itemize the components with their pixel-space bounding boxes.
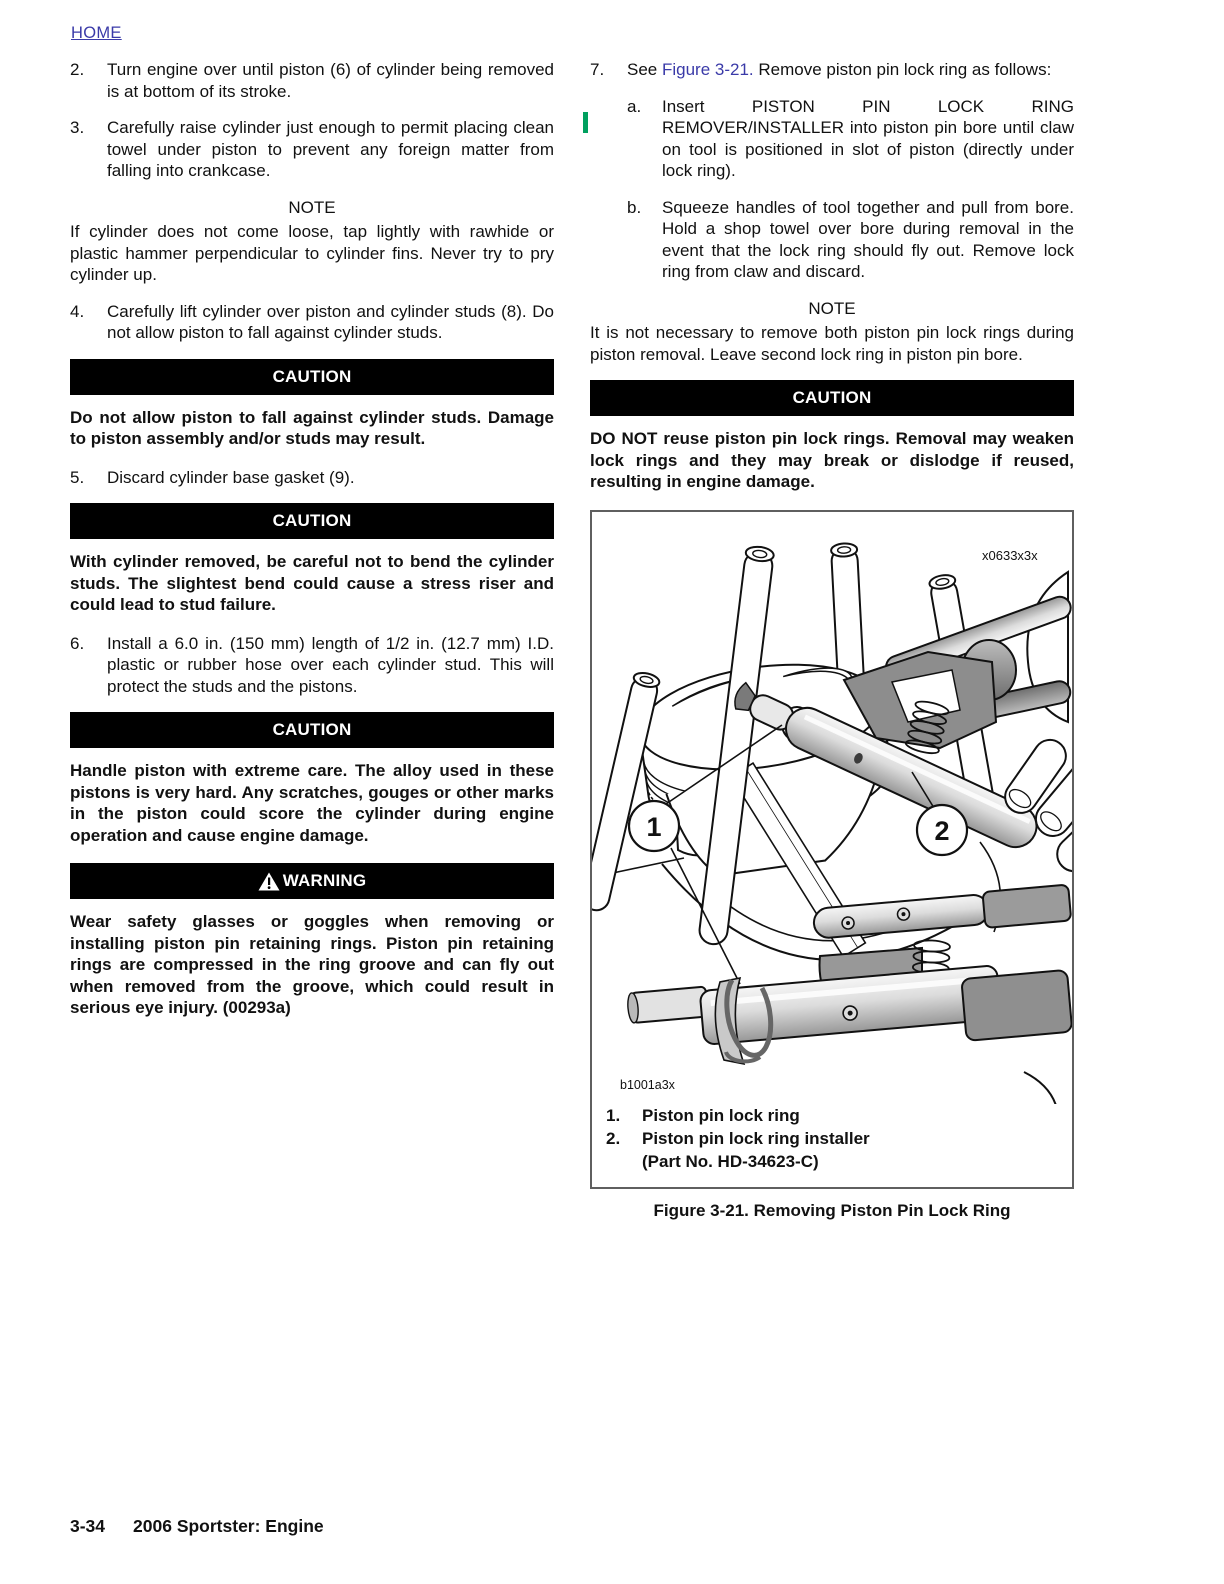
figure-legend bbox=[592, 1104, 1072, 1187]
step-number: 6. bbox=[70, 633, 85, 653]
detail-barrel bbox=[700, 965, 1002, 1045]
caution-box-2 bbox=[70, 503, 554, 616]
svg-text:1: 1 bbox=[646, 811, 662, 842]
substep-a bbox=[627, 96, 1074, 182]
substep-b bbox=[627, 197, 1074, 283]
warning-text: Wear safety glasses or goggles when removing or installing piston pin retaining rings. Piston pin retaining rings are compressed in the ring groove and can fly out when removed from the groove, which could result in serious eye injury. (00293a) bbox=[70, 912, 554, 1017]
warning-bar bbox=[70, 863, 554, 899]
callout-1 bbox=[629, 801, 679, 851]
footer-page-number: 3-34 bbox=[70, 1516, 106, 1536]
step-number: 3. bbox=[70, 118, 85, 137]
step-3 bbox=[70, 117, 554, 182]
legend-text: Piston pin lock ring bbox=[642, 1105, 800, 1125]
right-column bbox=[590, 59, 1074, 1221]
step-text-pre: See bbox=[627, 60, 662, 79]
warning-box bbox=[70, 863, 554, 1019]
detail-upper-sleeve bbox=[982, 884, 1071, 927]
caution-box-4 bbox=[590, 380, 1074, 493]
legend-part-number: (Part No. HD-34623-C) bbox=[642, 1151, 819, 1171]
figure-3-21-link[interactable]: Figure 3-21. bbox=[661, 60, 754, 79]
step-text: Carefully lift cylinder over piston and cylinder studs (8). Do not allow piston to fall against cylinder studs. bbox=[107, 301, 554, 342]
caution-bar: CAUTION bbox=[70, 359, 554, 395]
legend-number: 1. bbox=[606, 1105, 621, 1125]
substep-text: Insert PISTON PIN LOCK RING REMOVER/INSTALLER into piston pin bore until claw on tool is positioned in slot of piston (directly under lock ring). bbox=[662, 96, 1074, 180]
step-text: Discard cylinder base gasket (9). bbox=[107, 467, 355, 487]
legend-number: 2. bbox=[606, 1128, 621, 1148]
detail-tip bbox=[627, 986, 708, 1023]
svg-text:2: 2 bbox=[934, 815, 950, 846]
caution-bar: CAUTION bbox=[70, 712, 554, 748]
substep-letter: a. bbox=[627, 96, 642, 116]
detail-right-sleeve bbox=[961, 969, 1072, 1040]
step-5 bbox=[70, 467, 554, 489]
legend-item-1 bbox=[606, 1104, 1062, 1127]
page-footer bbox=[70, 1516, 324, 1537]
step-number: 5. bbox=[70, 467, 85, 487]
step-number: 2. bbox=[70, 60, 85, 79]
left-column bbox=[70, 59, 554, 1221]
two-column-layout bbox=[70, 59, 1074, 1221]
note-heading: NOTE bbox=[808, 298, 856, 318]
note-heading: NOTE bbox=[288, 197, 336, 217]
caution-bar: CAUTION bbox=[590, 380, 1074, 416]
step-text: Carefully raise cylinder just enough to permit placing clean towel under piston to prevent any foreign matter from falling into crankcase. bbox=[107, 118, 554, 180]
figure-3-21 bbox=[590, 510, 1074, 1189]
warning-icon bbox=[258, 872, 280, 891]
step-6 bbox=[70, 633, 554, 698]
warning-label: WARNING bbox=[282, 871, 367, 891]
hand-fingers bbox=[999, 733, 1072, 878]
substep-letter: b. bbox=[627, 197, 642, 217]
step-text: Turn engine over until piston (6) of cylinder being removed is at bottom of its stroke. bbox=[107, 60, 554, 101]
note-text: If cylinder does not come loose, tap lightly with rawhide or plastic hammer perpendicular to cylinder fins. Never try to pry cylinder up. bbox=[70, 222, 554, 284]
step-number: 7. bbox=[590, 60, 605, 79]
home-link[interactable]: HOME bbox=[71, 24, 122, 42]
step-2 bbox=[70, 59, 554, 102]
caution-bar: CAUTION bbox=[70, 503, 554, 539]
figure-drawing bbox=[592, 512, 1072, 1104]
caution-box-3 bbox=[70, 712, 554, 846]
photo-id-top: x0633x3x bbox=[982, 547, 1038, 563]
caution-box-1 bbox=[70, 359, 554, 450]
step-text bbox=[627, 59, 1074, 81]
legend-text: Piston pin lock ring installer bbox=[642, 1128, 870, 1148]
caution-text: Do not allow piston to fall against cylinder studs. Damage to piston assembly and/or studs may result. bbox=[70, 407, 554, 448]
caution-text: Handle piston with extreme care. The alloy used in these pistons is very hard. Any scratches, gouges or other marks in the piston could score the cylinder during engine operation and cause engine damage. bbox=[70, 761, 554, 845]
step-number: 4. bbox=[70, 301, 85, 321]
note-text: It is not necessary to remove both piston pin lock rings during piston removal. Leave second lock ring in piston pin bore. bbox=[590, 323, 1074, 364]
callout-2 bbox=[917, 805, 967, 855]
footer-title: 2006 Sportster: Engine bbox=[133, 1516, 324, 1536]
step-7 bbox=[590, 59, 1074, 81]
step-text: Install a 6.0 in. (150 mm) length of 1/2 in. (12.7 mm) I.D. plastic or rubber hose over each cylinder stud. This will protect the studs and the pistons. bbox=[107, 633, 554, 696]
caution-text: DO NOT reuse piston pin lock rings. Removal may weaken lock rings and they may break or dislodge if reused, resulting in engine damage. bbox=[590, 429, 1074, 491]
figure-caption: Figure 3-21. Removing Piston Pin Lock Ring bbox=[653, 1200, 1011, 1220]
legend-item-2 bbox=[606, 1127, 1062, 1150]
step-text-post: Remove piston pin lock ring as follows: bbox=[753, 60, 1052, 79]
step-4 bbox=[70, 301, 554, 344]
substep-text: Squeeze handles of tool together and pull from bore. Hold a shop towel over bore during removal in the event that the lock ring should fly out. Remove lock ring from claw and discard. bbox=[662, 197, 1074, 281]
photo-id-bottom: b1001a3x bbox=[620, 1077, 675, 1092]
caution-text: With cylinder removed, be careful not to bend the cylinder studs. The slightest bend could cause a stress riser and could lead to stud failure. bbox=[70, 552, 554, 614]
